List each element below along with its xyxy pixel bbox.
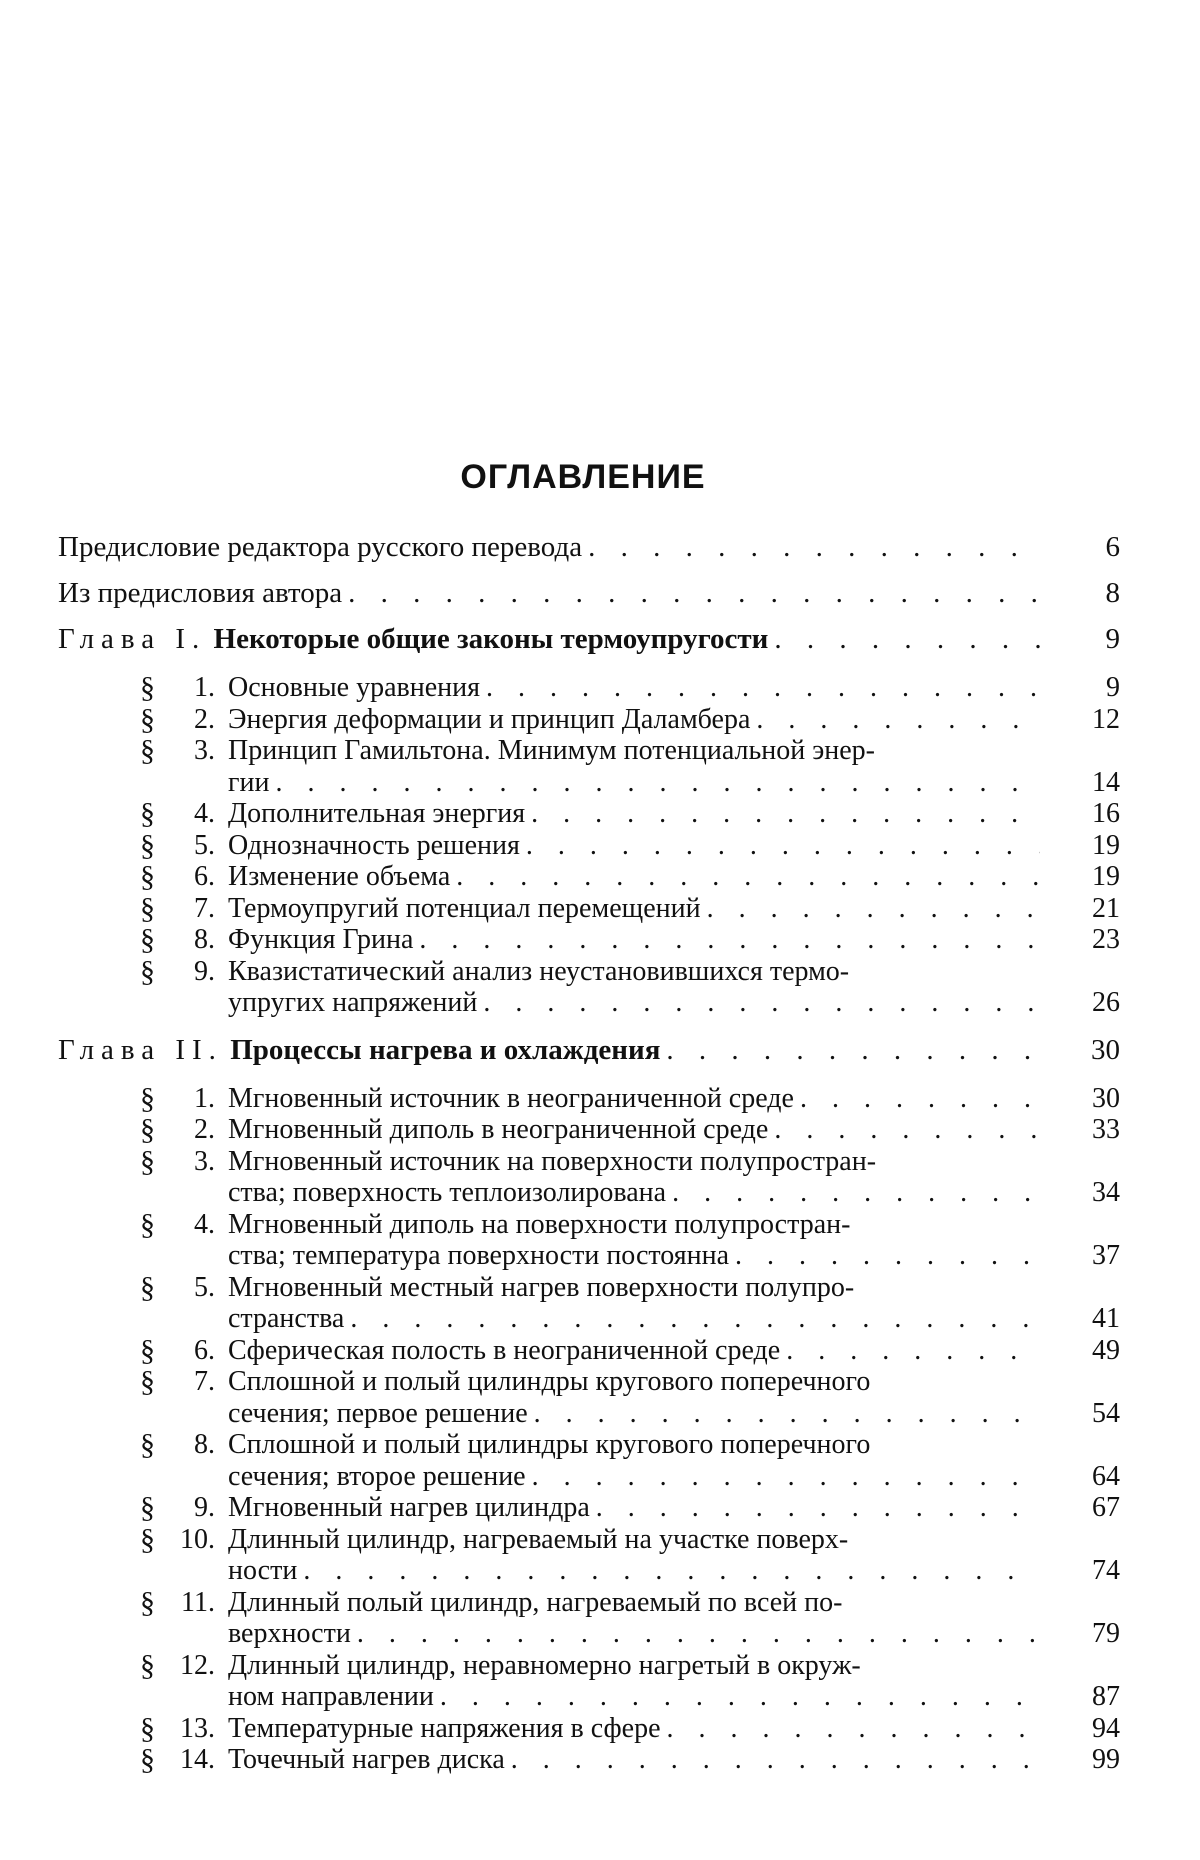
page-number: 30 [1091, 1033, 1120, 1066]
section-line [0, 893, 1200, 925]
leader-dots [774, 1114, 1040, 1146]
section-line [0, 1555, 1200, 1587]
section-sign: § [140, 734, 155, 767]
section-title-text-wrap [228, 1492, 1040, 1524]
leader-dots [756, 704, 1040, 736]
section-title-text-wrap [228, 1083, 1040, 1115]
section-title-text-wrap [228, 1240, 1040, 1272]
section-line [0, 1083, 1200, 1115]
chapter-label: Глава I. [58, 623, 207, 655]
leader-dots [357, 1618, 1040, 1650]
section-number: 5. [194, 829, 215, 861]
section-title-text-wrap [228, 767, 1040, 799]
chapter-title: Процессы нагрева и охлаждения [230, 1033, 661, 1066]
leader-dots [531, 798, 1040, 830]
section-number: 8. [194, 924, 215, 955]
section-title: Дополнительная энергия [228, 798, 526, 829]
chapter-heading [0, 1033, 1200, 1067]
section-sign: § [140, 860, 155, 893]
leader-dots [532, 1461, 1040, 1493]
section-sign: § [140, 1522, 155, 1556]
section-sign: § [140, 923, 155, 956]
section-number: 1. [194, 672, 215, 703]
section-line [0, 1492, 1200, 1524]
section-title: Мгновенный источник в неограниченной среде [228, 1082, 794, 1114]
toc-entry [0, 576, 1200, 610]
section-line [0, 767, 1200, 799]
section-title: Мгновенный источник на поверхности полупростран- [228, 1145, 877, 1177]
section-title: верхности [228, 1618, 351, 1649]
section-title-text-wrap [228, 1555, 1040, 1587]
section-title: Длинный цилиндр, неравномерно нагретый в окруж- [228, 1649, 861, 1681]
section-number: 7. [194, 1366, 215, 1397]
section-line [0, 987, 1200, 1019]
section-title: Изменение объема [228, 861, 451, 892]
section-title-text-wrap [228, 1681, 1040, 1713]
section-title-text-wrap [228, 1713, 1040, 1745]
section-sign: § [140, 1333, 155, 1367]
section-title: ности [228, 1555, 298, 1586]
section-sign: § [140, 1743, 155, 1776]
page-number: 23 [1092, 924, 1120, 955]
page-number: 9 [1106, 672, 1120, 703]
page-number: 54 [1092, 1397, 1120, 1429]
section-line [0, 830, 1200, 862]
leader-dots [511, 1744, 1040, 1776]
spacer [223, 1033, 230, 1067]
section-line [0, 1713, 1200, 1745]
leader-dots [800, 1083, 1040, 1115]
section-title-text-wrap [228, 830, 1040, 862]
section-sign: § [140, 891, 155, 925]
section-title: Мгновенный местный нагрев поверхности полупро- [228, 1271, 855, 1303]
section-title: сечения; первое решение [228, 1397, 528, 1429]
leader-dots [735, 1240, 1040, 1272]
section-line [0, 1398, 1200, 1430]
section-title: Принцип Гамильтона. Минимум потенциальной энер- [228, 735, 876, 766]
section-number: 10. [180, 1523, 215, 1555]
section-number: 5. [194, 1271, 215, 1303]
section-sign: § [140, 1648, 155, 1682]
section-title-text-wrap [228, 1744, 1040, 1776]
page-number: 34 [1092, 1177, 1120, 1208]
section-title-text-wrap [228, 861, 1040, 893]
section-title: Мгновенный нагрев цилиндра [228, 1492, 590, 1523]
leader-dots [350, 1303, 1040, 1335]
section-line [0, 1303, 1200, 1335]
section-title-text-wrap [228, 987, 1040, 1019]
section-sign: § [140, 828, 155, 862]
page-number: 14 [1092, 766, 1120, 798]
section-sign: § [140, 1270, 155, 1304]
section-title-text-wrap [228, 672, 1040, 704]
section-title: сечения; второе решение [228, 1460, 526, 1492]
section-title-text-wrap [228, 924, 1040, 956]
section-sign: § [140, 1207, 155, 1241]
section-number: 6. [194, 1334, 215, 1366]
section-title-text-wrap [228, 1618, 1040, 1650]
page-number: 19 [1092, 861, 1120, 892]
section-number: 4. [194, 1208, 215, 1240]
leader-dots [707, 893, 1040, 925]
section-title-text-wrap [228, 1177, 1040, 1209]
section-line [0, 1240, 1200, 1272]
section-sign: § [140, 671, 155, 704]
section-number: 11. [181, 1586, 215, 1618]
section-title: ном направлении [228, 1681, 434, 1712]
section-title-text-wrap [228, 893, 1040, 925]
section-title: Температурные напряжения в сфере [228, 1712, 661, 1744]
page-number: 67 [1092, 1492, 1120, 1523]
section-title: Сферическая полость в неограниченной среде [228, 1334, 781, 1366]
leader-dots [667, 1713, 1040, 1745]
page-number: 94 [1092, 1712, 1120, 1744]
chapter-title: Некоторые общие законы термоупругости [213, 623, 769, 655]
section-sign: § [140, 1491, 155, 1524]
section-sign: § [140, 1144, 155, 1178]
section-number: 3. [194, 735, 215, 766]
section-line [0, 1335, 1200, 1367]
section-line [0, 1114, 1200, 1146]
section-title: Длинный цилиндр, нагреваемый на участке поверх- [228, 1523, 849, 1555]
section-sign: § [140, 1711, 155, 1745]
leader-dots [786, 1335, 1040, 1367]
section-line [0, 1618, 1200, 1650]
leader-dots [486, 672, 1040, 704]
chapter-label: Глава II. [58, 1033, 223, 1066]
chapter-text-wrap [58, 1033, 1040, 1067]
section-sign: § [140, 1365, 155, 1398]
section-title-text-wrap [228, 704, 1040, 736]
section-line [0, 924, 1200, 956]
section-number: 1. [194, 1082, 215, 1114]
leader-dots [419, 924, 1040, 956]
section-title: Энергия деформации и принцип Даламбера [228, 703, 751, 735]
page-number: 16 [1092, 798, 1120, 829]
section-number: 8. [194, 1429, 215, 1460]
page-number: 64 [1092, 1460, 1120, 1492]
leader-dots [275, 767, 1040, 799]
section-sign: § [140, 1113, 155, 1146]
section-number: 3. [194, 1145, 215, 1177]
section-number: 2. [194, 1114, 215, 1145]
section-title: Квазистатический анализ неустановившихся термо- [228, 955, 850, 987]
section-title: Сплошной и полый цилиндры кругового поперечного [228, 1366, 871, 1397]
section-title: гии [228, 766, 270, 798]
section-line [0, 798, 1200, 830]
section-line [0, 1681, 1200, 1713]
page-number: 26 [1092, 987, 1120, 1018]
entry-title-text-wrap [58, 530, 1040, 564]
leader-dots [672, 1177, 1040, 1209]
section-title-text-wrap [228, 1398, 1040, 1430]
section-number: 14. [180, 1744, 215, 1775]
page-number: 74 [1092, 1555, 1120, 1586]
section-sign: § [140, 1081, 155, 1115]
section-number: 2. [194, 703, 215, 735]
section-line [0, 704, 1200, 736]
section-title: Сплошной и полый цилиндры кругового поперечного [228, 1429, 871, 1460]
leader-dots [526, 830, 1040, 862]
leader-dots [440, 1681, 1040, 1713]
section-number: 13. [180, 1712, 215, 1744]
page-number: 33 [1092, 1114, 1120, 1145]
section-number: 4. [194, 798, 215, 829]
entry-title: Предисловие редактора русского перевода [58, 531, 583, 563]
section-title: упругих напряжений [228, 987, 478, 1018]
section-title-text-wrap [228, 1335, 1040, 1367]
section-line [0, 1177, 1200, 1209]
section-title: ства; температура поверхности постоянна [228, 1240, 730, 1271]
section-number: 9. [194, 1492, 215, 1523]
leader-dots [303, 1555, 1040, 1587]
section-title-text-wrap [228, 1303, 1040, 1335]
toc-entry [0, 530, 1200, 564]
leader-dots [456, 861, 1040, 893]
section-line [0, 1744, 1200, 1776]
section-sign: § [140, 1585, 155, 1619]
page-number: 41 [1092, 1303, 1120, 1334]
page-number: 30 [1092, 1082, 1120, 1114]
section-number: 6. [194, 861, 215, 892]
section-title: Функция Грина [228, 924, 414, 955]
page-number: 9 [1105, 623, 1120, 655]
section-title: Однозначность решения [228, 829, 520, 861]
page-number: 99 [1092, 1744, 1120, 1775]
chapter-heading [0, 622, 1200, 656]
section-sign: § [140, 954, 155, 988]
page-number: 8 [1105, 577, 1120, 609]
page-number: 19 [1092, 829, 1120, 861]
section-title: Основные уравнения [228, 672, 480, 703]
leader-dots [774, 622, 1040, 656]
leader-dots [534, 1398, 1040, 1430]
spacer [206, 622, 213, 656]
section-sign: § [140, 1428, 155, 1461]
chapter-text-wrap [58, 622, 1040, 656]
section-number: 9. [194, 955, 215, 987]
leader-dots [348, 576, 1040, 610]
section-line [0, 861, 1200, 893]
section-title-text-wrap [228, 1114, 1040, 1146]
page-number: 49 [1092, 1334, 1120, 1366]
section-number: 12. [180, 1649, 215, 1681]
section-title: странства [228, 1303, 345, 1334]
entry-title: Из предисловия автора [58, 577, 343, 609]
section-line [0, 1461, 1200, 1493]
section-sign: § [140, 797, 155, 830]
section-title: ства; поверхность теплоизолирована [228, 1177, 667, 1208]
section-title-text-wrap [228, 1461, 1040, 1493]
section-title: Точечный нагрев диска [228, 1744, 505, 1775]
leader-dots [596, 1492, 1040, 1524]
section-number: 7. [194, 892, 215, 924]
page-number: 37 [1092, 1240, 1120, 1271]
section-sign: § [140, 702, 155, 736]
section-title: Мгновенный диполь в неограниченной среде [228, 1114, 769, 1145]
page-number: 21 [1092, 892, 1120, 924]
page-number: 6 [1105, 531, 1120, 563]
section-title: Термоупругий потенциал перемещений [228, 892, 701, 924]
page-number: 12 [1092, 703, 1120, 735]
page-number: 87 [1092, 1681, 1120, 1712]
page-title: ОГЛАВЛЕНИЕ [460, 458, 706, 496]
leader-dots [483, 987, 1040, 1019]
page-number: 79 [1092, 1618, 1120, 1649]
leader-dots [666, 1033, 1040, 1067]
section-title: Длинный полый цилиндр, нагреваемый по всей по- [228, 1586, 843, 1618]
section-title-text-wrap [228, 798, 1040, 830]
section-line [0, 672, 1200, 704]
leader-dots [588, 530, 1040, 564]
section-title: Мгновенный диполь на поверхности полупростран- [228, 1208, 851, 1240]
entry-title-text-wrap [58, 576, 1040, 610]
